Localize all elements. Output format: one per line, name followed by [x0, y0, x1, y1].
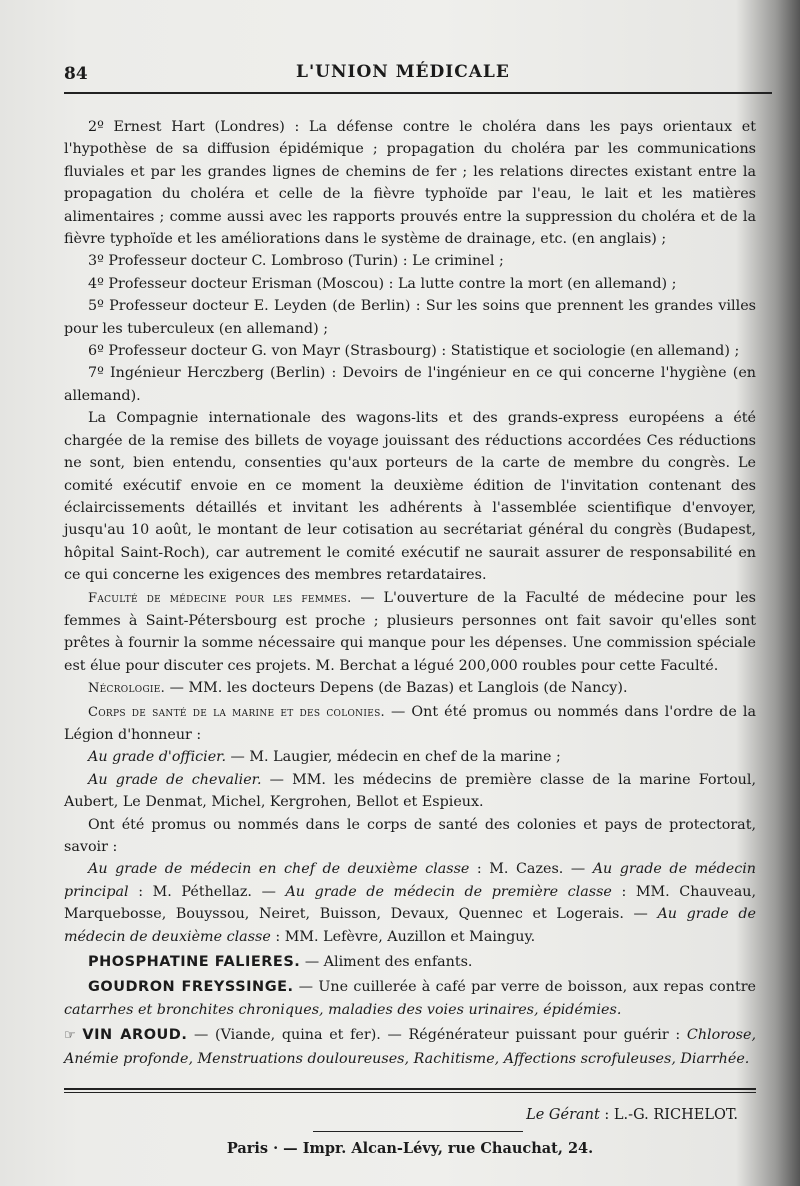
paragraph-herczberg: 7º Ingénieur Herczberg (Berlin) : Devoirs de l'ingénieur en ce qui concerne l'hygiène (en allemand).: [64, 365, 756, 404]
ad-phosphatine: [64, 951, 756, 973]
footer-rule-thin: [64, 1092, 756, 1093]
journal-title: L'UNION MÉDICALE: [296, 62, 510, 82]
necrologie-text: — MM. les docteurs Depens (de Bazas) et Langlois (de Nancy).: [165, 680, 628, 697]
paragraph-hart: 2º Ernest Hart (Londres) : La défense contre le choléra dans les pays orientaux et l'hypothèse de sa diffusion épidémique ; propagation du choléra par les communications fluviales et par les grandes lignes de chemins de fer ; les relations directes existant entre la propagation du choléra et celle de la fièvre typhoïde par l'eau, le lait et les matières alimentaires ; comme aussi avec les rapports prouvés entre la suppression du choléra et de la fièvre typhoïde et les améliorations dans le système de drainage, etc. (en anglais) ;: [64, 119, 756, 248]
gerant-name: : L.-G. RICHELOT.: [599, 1107, 738, 1124]
paragraph-necrologie: [64, 677, 756, 700]
grade-1-label: Au grade de médecin en chef de deuxième classe: [88, 861, 470, 878]
corps-heading: Corps de santé de la marine et des colonies.: [88, 704, 385, 720]
header-rule: [64, 92, 772, 94]
chevalier-text: — MM. les médecins de première classe de la marine Fortoul, Aubert, Le Denmat, Michel, Kergrohen, Bellot et Espieux.: [64, 771, 757, 811]
footer-rule-thick: [64, 1088, 756, 1090]
ad-vin-aroud: [64, 1024, 756, 1070]
phosphatine-text: — Aliment des enfants.: [300, 954, 473, 971]
paragraph-faculte: [64, 587, 756, 678]
grade-4-text: : MM. Lefèvre, Auzillon et Mainguy.: [270, 928, 536, 945]
corps-text: — Ont été promus ou nommés dans l'ordre de la Légion d'honneur :: [64, 703, 756, 743]
grade-2-label: Au grade de médecin principal: [64, 861, 756, 900]
paragraph-officier: [64, 746, 756, 768]
vin-name: VIN AROUD.: [82, 1027, 188, 1044]
page-number: 84: [64, 64, 88, 84]
officier-label: Au grade d'officier.: [88, 749, 226, 766]
paragraph-erisman: 4º Professeur docteur Erisman (Moscou) : La lutte contre la mort (en allemand) ;: [88, 275, 677, 292]
paragraph-promus: Ont été promus ou nommés dans le corps de santé des colonies et pays de protectorat, savoir :: [64, 816, 756, 855]
grade-4-label: Au grade de médecin de deuxième classe: [64, 906, 756, 945]
paragraph-lombroso: 3º Professeur docteur C. Lombroso (Turin) : Le criminel ;: [88, 253, 504, 270]
chevalier-label: Au grade de chevalier.: [88, 771, 262, 788]
necrologie-heading: Nécrologie.: [88, 681, 166, 697]
printer-rule: [313, 1131, 523, 1132]
grade-3-label: Au grade de médecin de première classe: [285, 883, 612, 900]
paragraph-corps-sante: [64, 701, 756, 747]
faculte-text: — L'ouverture de la Faculté de médecine pour les femmes à Saint-Pétersbourg est proche ; plusieurs personnes ont fait savoir qu'elles sont prêtes à fournir la somme nécessaire qui manque pour les dépenses. Une commission spéciale est élue pour discuter ces projets. M. Berchat a légué 200,000 roubles pour cette Faculté.: [64, 589, 756, 674]
grade-2-text: : M. Péthellaz. —: [128, 883, 286, 900]
gerant-line: [64, 1107, 756, 1123]
paragraph-wagons-lits: La Compagnie internationale des wagons-lits et des grands-express européens a été chargée de la remise des billets de voyage jouissant des réductions accordées Ces réductions ne sont, bien entendu, consenties qu'aux porteurs de la carte de membre du congrès. Le comité exécutif envoie en ce moment la deuxième édition de l'invitation contenant des éclaircissements détaillés et invitant les adhérents à l'assemblée scientifique d'envoyer, jusqu'au 10 août, le montant de leur cotisation au secrétariat général du congrès (Budapest, hôpital Saint-Roch), car autrement le comité exécutif ne saurait assurer de responsabilité en ce qui concerne les exigences des membres retardataires.: [64, 410, 756, 584]
ad-goudron: [64, 976, 756, 1021]
pointing-hand-icon: ☞: [64, 1028, 76, 1044]
vin-italic: Chlorose, Anémie profonde, Menstruations douloureuses, Rachitisme, Affections scrofuleuses, Diarrhée.: [64, 1027, 756, 1067]
printer-line: Paris · — Impr. Alcan-Lévy, rue Chauchat, 24.: [226, 1140, 594, 1158]
paragraph-chevalier: [64, 769, 756, 814]
grade-3-text: : MM. Chauveau, Marquebosse, Bouyssou, Neiret, Buisson, Devaux, Quennec et Logerais. —: [64, 883, 756, 923]
goudron-name: GOUDRON FREYSSINGE.: [88, 979, 294, 996]
faculte-heading: Faculté de médecine pour les femmes.: [88, 590, 352, 606]
paragraph-mayr: 6º Professeur docteur G. von Mayr (Strasbourg) : Statistique et sociologie (en allemand) ;: [88, 343, 740, 360]
phosphatine-name: PHOSPHATINE FALIERES.: [88, 954, 301, 971]
page-header: [64, 44, 772, 88]
paragraph-grades: [64, 858, 756, 948]
gerant-label: Le Gérant: [526, 1107, 600, 1124]
goudron-text: — Une cuillerée à café par verre de boisson, aux repas contre: [293, 979, 756, 996]
officier-text: — M. Laugier, médecin en chef de la marine ;: [225, 749, 561, 766]
article-body: [64, 116, 756, 1070]
grade-1-text: : M. Cazes. —: [469, 861, 593, 878]
paragraph-leyden: 5º Professeur docteur E. Leyden (de Berlin) : Sur les soins que prennent les grandes villes pour les tuberculeux (en allemand) ;: [64, 298, 756, 337]
goudron-italic: catarrhes et bronchites chroniques, maladies des voies urinaires, épidémies.: [64, 1001, 622, 1018]
vin-text: — (Viande, quina et fer). — Régénérateur puissant pour guérir :: [187, 1027, 687, 1044]
